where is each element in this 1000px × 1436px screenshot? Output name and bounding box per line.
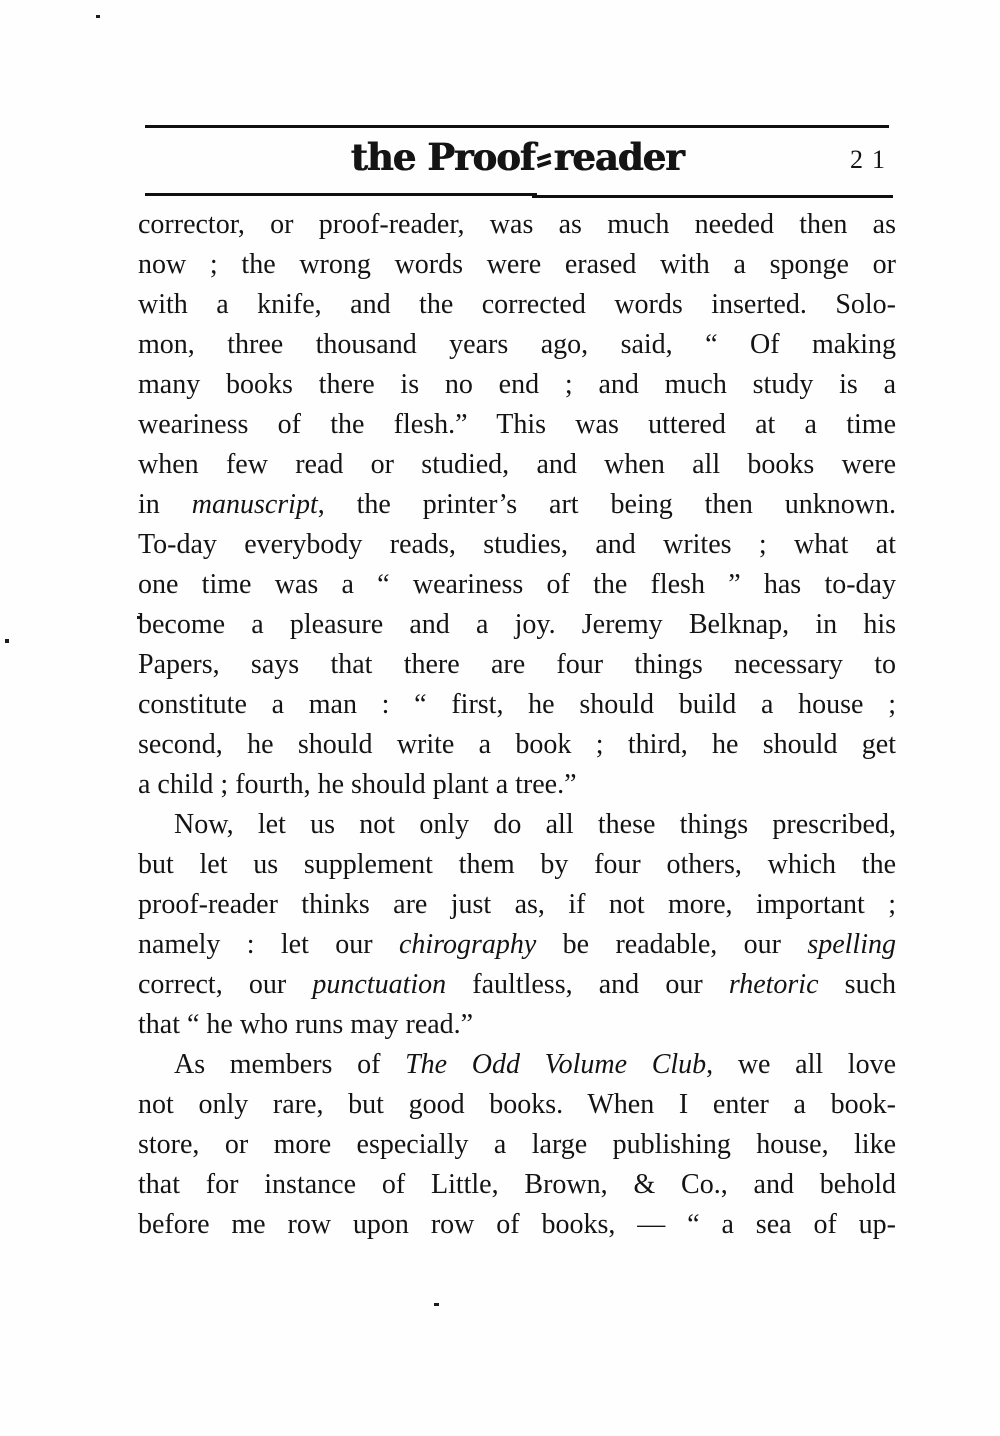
ink-speck xyxy=(5,639,9,643)
text-segment: but let us supplement them by four others, which the xyxy=(138,849,896,880)
text-segment: in xyxy=(138,489,192,520)
text-segment: Papers, says that there are four things necessary to xyxy=(138,649,896,680)
text-line xyxy=(138,1165,896,1205)
text-segment: corrector, or proof-reader, was as much needed then as xyxy=(138,209,896,240)
header-rule-bottom-right xyxy=(532,195,893,198)
text-line xyxy=(138,1125,896,1165)
ink-speck xyxy=(434,1303,439,1306)
text-line xyxy=(138,205,896,245)
text-segment: As members of xyxy=(174,1049,406,1080)
text-segment: constitute a man : “ first, he should build a house ; xyxy=(138,689,896,720)
italic-text: manuscript xyxy=(191,489,318,520)
text-segment: , the printer’s art being then unknown. xyxy=(317,489,896,520)
header-rule-bottom-left xyxy=(145,193,537,196)
text-segment: weariness of the flesh.” This was uttered at a time xyxy=(138,409,896,440)
text-line xyxy=(138,845,896,885)
text-segment: that “ he who runs may read.” xyxy=(138,1009,474,1040)
text-line xyxy=(138,925,896,965)
double-hyphen-glyph xyxy=(537,148,552,172)
text-line xyxy=(138,965,896,1005)
title-text-right: reader xyxy=(553,135,684,179)
text-segment: become a pleasure and a joy. Jeremy Belknap, in his xyxy=(138,609,896,640)
text-segment: Now, let us not only do all these things prescribed, xyxy=(174,809,896,840)
text-line xyxy=(138,525,896,565)
text-line xyxy=(138,885,896,925)
text-segment: when few read or studied, and when all books were xyxy=(138,449,896,480)
italic-text: spelling xyxy=(807,929,896,960)
ink-speck xyxy=(96,15,100,18)
text-segment: proof-reader thinks are just as, if not more, important ; xyxy=(138,889,896,920)
title-text-left: the Proof xyxy=(350,135,535,179)
text-segment: that for instance of Little, Brown, & Co., and behold xyxy=(138,1169,896,1200)
text-line xyxy=(138,485,896,525)
text-segment: faultless, and our xyxy=(446,969,729,1000)
text-line xyxy=(138,1205,896,1245)
page-body xyxy=(138,205,896,1245)
text-segment: second, he should write a book ; third, he should get xyxy=(138,729,896,760)
text-segment: store, or more especially a large publishing house, like xyxy=(138,1129,896,1160)
text-segment: now ; the wrong words were erased with a sponge or xyxy=(138,249,896,280)
text-line xyxy=(138,365,896,405)
text-line xyxy=(138,445,896,485)
italic-text: The Odd Volume Club xyxy=(405,1049,707,1080)
text-segment: with a knife, and the corrected words inserted. Solo- xyxy=(138,289,896,320)
text-segment: such xyxy=(818,969,896,1000)
text-line xyxy=(138,565,896,605)
text-segment: not only rare, but good books. When I enter a book- xyxy=(138,1089,896,1120)
text-line xyxy=(138,645,896,685)
page-number: 21 xyxy=(850,145,894,174)
running-header xyxy=(138,131,896,187)
text-segment: correct, our xyxy=(138,969,313,1000)
text-line xyxy=(138,605,896,645)
text-line xyxy=(138,325,896,365)
text-line xyxy=(138,1005,896,1045)
text-segment: many books there is no end ; and much study is a xyxy=(138,369,896,400)
text-line xyxy=(138,725,896,765)
italic-text: chirography xyxy=(398,929,537,960)
text-segment: , we all love xyxy=(706,1049,897,1080)
page-title xyxy=(138,131,896,183)
text-segment: mon, three thousand years ago, said, “ Of making xyxy=(138,329,896,360)
italic-text: punctuation xyxy=(312,969,447,1000)
text-segment: be readable, our xyxy=(536,929,808,960)
text-line xyxy=(138,1045,896,1085)
text-line xyxy=(138,405,896,445)
text-line xyxy=(138,1085,896,1125)
text-segment: a child ; fourth, he should plant a tree.” xyxy=(138,769,577,800)
text-segment: namely : let our xyxy=(138,929,399,960)
text-segment: To-day everybody reads, studies, and writes ; what at xyxy=(138,529,896,560)
text-line xyxy=(138,805,896,845)
text-line xyxy=(138,765,896,805)
italic-text: rhetoric xyxy=(728,969,819,1000)
text-segment: before me row upon row of books, — “ a sea of up- xyxy=(138,1209,896,1240)
text-line xyxy=(138,285,896,325)
text-line xyxy=(138,685,896,725)
text-line xyxy=(138,245,896,285)
text-segment: one time was a “ weariness of the flesh ” has to-day xyxy=(138,569,896,600)
header-rule-top xyxy=(145,125,889,128)
